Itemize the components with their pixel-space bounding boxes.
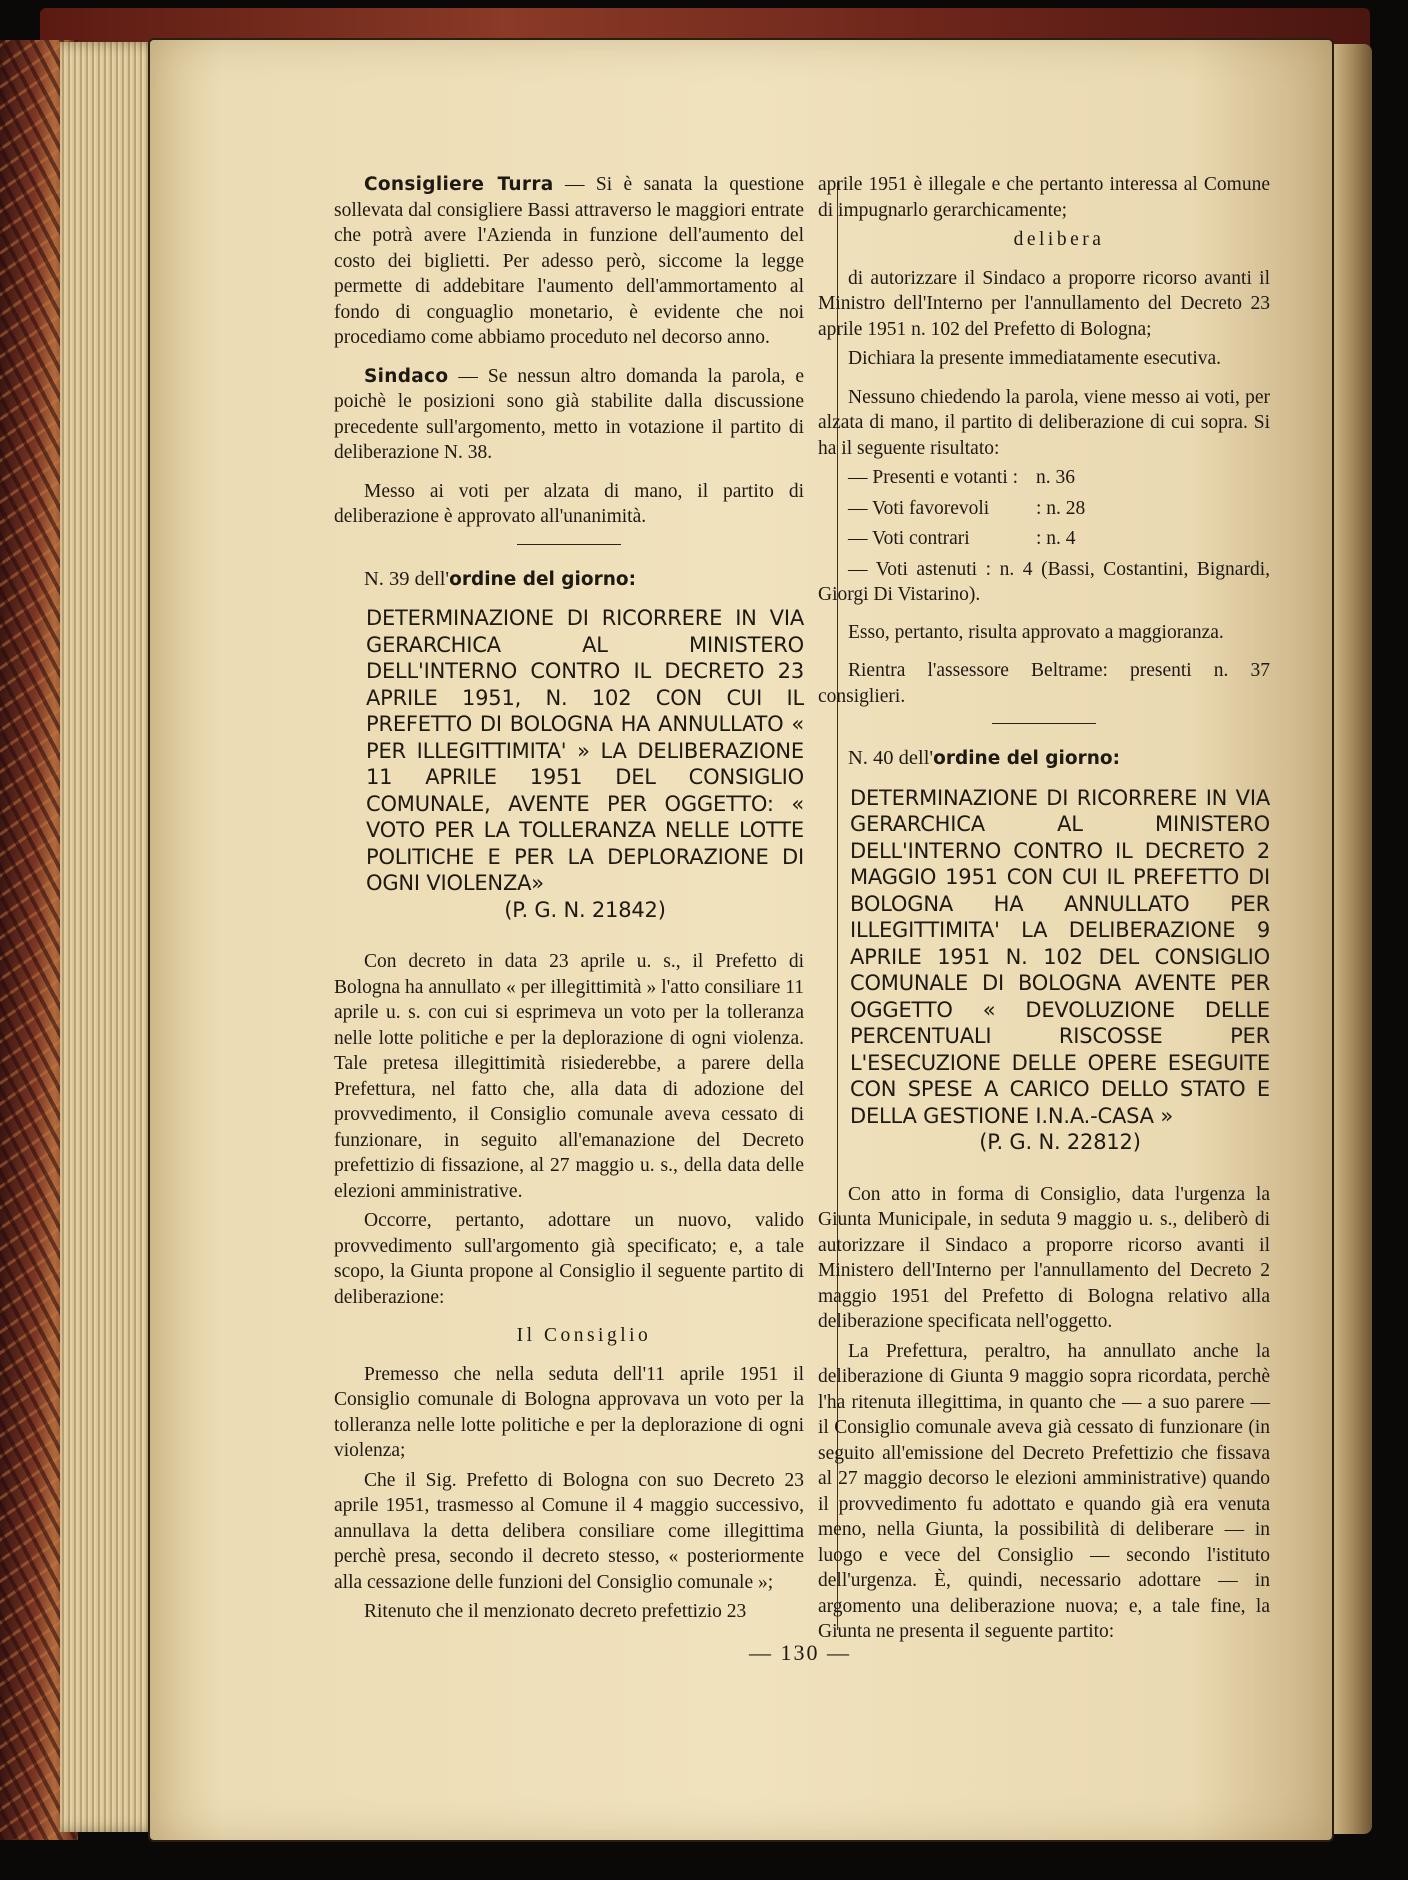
- paragraph-nessuno: Nessuno chiedendo la parola, viene messo ai voti, per alzata di mano, il partito di deliberazione di cui sopra. Si ha il seguente risultato:: [818, 386, 1270, 459]
- vote-row: [818, 526, 1270, 552]
- paragraph-continuation: aprile 1951 è illegale e che pertanto interessa al Comune di impugnarlo gerarchicamente;: [818, 174, 1270, 221]
- paragraph-con-atto: Con atto in forma di Consiglio, data l'urgenza la Giunta Municipale, in seduta 9 maggio u. s., deliberò di autorizzare il Sindaco a proporre ricorso avanti il Ministero dell'Interno per l'annullamento del Decreto 2 maggio 1951 del Prefetto di Bologna relativo alla deliberazione specificata nell'oggetto.: [818, 1183, 1270, 1332]
- item-title-text: DETERMINAZIONE DI RICORRERE IN VIA GERARCHICA AL MINISTERO DELL'INTERNO CONTRO IL DECRETO 2 MAGGIO 1951 CON CUI IL PREFETTO DI BOLOGNA HA ANNULLATO PER ILLEGITTIMITA' LA DELIBERAZIONE 9 APRILE 1951 N. 102 DEL CONSIGLIO COMUNALE DI BOLOGNA AVENTE PER OGGETTO « DEVOLUZIONE DELLE PERCENTUALI RISCOSSE PER L'ESECUZIONE DELLE OPERE ESEGUITE CON SPESE A CARICO DELLO STATO E DELLA GESTIONE I.N.A.-CASA »: [850, 785, 1270, 1128]
- paragraph-occorre: Occorre, pertanto, adottare un nuovo, valido provvedimento sull'argomento già specificato; e, a tale scopo, la Giunta propone al Consiglio il seguente partito di deliberazione:: [334, 1210, 804, 1308]
- protocol-number: (P. G. N. 21842): [504, 897, 666, 922]
- paragraph-decree: Con decreto in data 23 aprile u. s., il Prefetto di Bologna ha annullato « per illegittimità » l'atto consiliare 11 aprile u. s. con cui si esprimeva un voto per la tolleranza nelle lotte politiche e per la deplorazione di ogni violenza. Tale pretesa illegittimità risiederebbe, a parere della Prefettura, nel fatto che, alla data di adozione del provvedimento, il Consiglio comunale aveva cessato di funzionare, in seguito all'emanazione del Decreto prefettizio di fissazione, al 27 maggio u. s., della data delle elezioni amministrative.: [334, 951, 804, 1202]
- paragraph-autorizzare: di autorizzare il Sindaco a proporre ricorso avanti il Ministro dell'Interno per l'annullamento del Decreto 23 aprile 1951 n. 102 del Prefetto di Bologna;: [818, 267, 1270, 340]
- paragraph-prefettura: La Prefettura, peraltro, ha annullato anche la deliberazione di Giunta 9 maggio sopra ricordata, perchè l'ha ritenuta illegittima, in quanto che — a suo parere — il Consiglio comunale aveva già cessato di funzionare (in seguito all'emissione del Decreto Prefettizio che fissava al 27 maggio decorso le elezioni amministrative) quando il provvedimento fu adottato e quando già era venuta meno, nella Giunta, la possibilità di deliberare — in luogo e vece del Consiglio — secondo l'istituto dell'urgenza. È, quindi, necessario adottare — in argomento una deliberazione nuova; e, a tale fine, la Giunta ne presenta il seguente partito:: [818, 1340, 1270, 1642]
- item-40-heading: [818, 746, 1270, 772]
- item-40-title: [850, 785, 1270, 1156]
- vote-label: — Voti favorevoli: [848, 497, 990, 519]
- vote-label: — Voti contrari: [848, 528, 970, 549]
- il-consiglio-heading: Il Consiglio: [516, 1325, 652, 1346]
- left-column: [334, 172, 804, 1629]
- speech-text: — Si è sanata la questione sollevata dal consigliere Bassi attraverso le maggiori entrate che potrà avere l'Azienda in funzione dell'aumento del costo dei biglietti. Per adesso però, siccome la legge permette di addebitare l'aumento dell'ammortamento al fondo di conguaglio monetario, è evidente che noi procediamo come abbiamo proceduto nel decorso anno.: [334, 174, 804, 348]
- paragraph-sindaco: [334, 364, 804, 466]
- vote-row: [818, 465, 1270, 491]
- facing-page-edge: [1330, 44, 1372, 1834]
- page-number: — 130 —: [749, 1640, 851, 1665]
- paragraph-premesso: Premesso che nella seduta dell'11 aprile 1951 il Consiglio comunale di Bologna approvava un voto per la tolleranza nelle lotte politiche e per la deplorazione di ogni violenza;: [334, 1363, 804, 1461]
- vote-results: [818, 465, 1270, 608]
- paragraph-prefetto: Che il Sig. Prefetto di Bologna con suo Decreto 23 aprile 1951, trasmesso al Comune il 4 maggio successivo, annullava la detta delibera consiliare come illegittima perchè presa, secondo il decreto stesso, « posteriormente alla cessazione delle funzioni del Consiglio comunale »;: [334, 1469, 804, 1593]
- speaker-name: Consigliere Turra: [364, 174, 554, 195]
- paragraph-vote-result: Messo ai voti per alzata di mano, il partito di deliberazione è approvato all'unanimità.: [334, 480, 804, 527]
- protocol-number: (P. G. N. 22812): [979, 1130, 1141, 1154]
- section-separator: [992, 723, 1096, 724]
- paragraph-turra: [334, 172, 804, 351]
- item-39-title: [366, 605, 804, 923]
- vote-row: [818, 496, 1270, 522]
- item-title-text: DETERMINAZIONE DI RICORRERE IN VIA GERARCHICA AL MINISTERO DELL'INTERNO CONTRO IL DECRETO 23 APRILE 1951, N. 102 CON CUI IL PREFETTO DI BOLOGNA HA ANNULLATO « PER ILLEGITTIMITA' » LA DELIBERAZIONE 11 APRILE 1951 DEL CONSIGLIO COMUNALE, AVENTE PER OGGETTO: « VOTO PER LA TOLLERANZA NELLE LOTTE POLITICHE E PER LA DEPLORAZIONE DI OGNI VIOLENZA»: [366, 606, 804, 895]
- paragraph-rientra: Rientra l'assessore Beltrame: presenti n. 37 consiglieri.: [818, 660, 1270, 707]
- paragraph-approvato: Esso, pertanto, risulta approvato a maggioranza.: [848, 621, 1224, 643]
- vote-value: : n. 28: [1036, 497, 1086, 519]
- item-39-heading: [334, 567, 804, 593]
- item-og-label: ordine del giorno:: [449, 568, 636, 590]
- paragraph-esecutiva: Dichiara la presente immediatamente esecutiva.: [848, 348, 1222, 369]
- delibera-heading: delibera: [1013, 229, 1105, 250]
- item-number: N. 39 dell': [364, 567, 450, 590]
- speech-text: — Se nessun altro domanda la parola, e poichè le posizioni sono già stabilite dalla discussione precedente sull'argomento, metto in votazione il partito di deliberazione N. 38.: [334, 365, 804, 463]
- speaker-name: Sindaco: [364, 365, 449, 387]
- right-column: [818, 172, 1270, 1649]
- item-number: N. 40 dell': [848, 747, 934, 769]
- paragraph-ritenuto: Ritenuto che il menzionato decreto prefettizio 23: [364, 1601, 747, 1622]
- item-og-label: ordine del giorno:: [933, 748, 1120, 769]
- vote-value: : n. 4: [1036, 528, 1076, 549]
- vote-row-astenuti: — Voti astenuti : n. 4 (Bassi, Costantini, Bignardi, Giorgi Di Vistarino).: [818, 558, 1270, 605]
- vote-label: — Presenti e votanti :: [848, 467, 1019, 488]
- vote-value: n. 36: [1036, 467, 1075, 488]
- section-separator: [517, 544, 621, 545]
